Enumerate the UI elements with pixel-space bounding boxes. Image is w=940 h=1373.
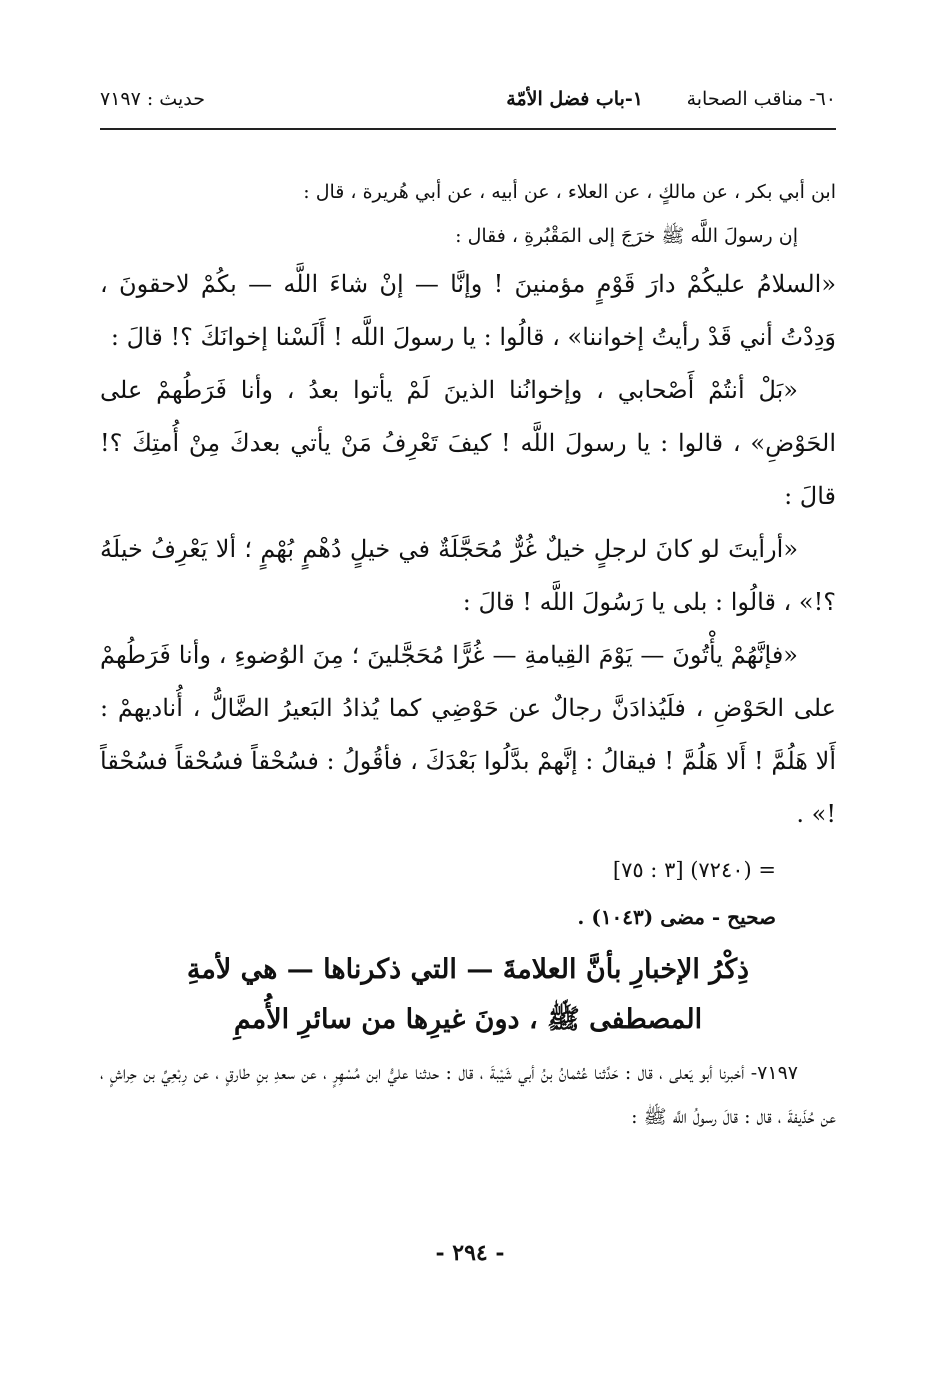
running-header bbox=[100, 88, 836, 120]
header-hadith-ref: حديث : ٧١٩٧ bbox=[100, 88, 205, 110]
header-chapter: ١-باب فضل الأمّة bbox=[506, 88, 643, 110]
header-book-section: ٦٠- مناقب الصحابة bbox=[686, 88, 836, 110]
cross-reference: = (٧٢٤٠) [٣ : ٧٥] bbox=[612, 858, 776, 882]
narration-paragraph: «بَلْ أنتُمْ أَصْحابي ، وإخوانُنا الذينَ لَمْ يأتوا بعدُ ، وأنا فَرَطُهمْ على الحَوْضِ» ، قالوا : يا رسولَ اللَّه ! كيفَ تَعْرِفُ مَنْ يأتي بعدكَ مِنْ أُمتِكَ ؟! قالَ : bbox=[100, 376, 836, 510]
isnad-continuation: ابن أبي بكر ، عن مالكٍ ، عن العلاء ، عن أبيه ، عن أبي هُريرة ، قال : bbox=[303, 181, 836, 203]
narration-paragraph: «فإنَّهُمْ يأْتُونَ — يَوْمَ القِيامةِ — غُرًّا مُحَجَّلينَ ؛ مِنَ الوُضوءِ ، وأنا فَرَطُهمْ على الحَوْضِ ، فلَيُذادَنَّ رجالٌ عن حَوْضِي كما يُذادُ البَعيرُ الضَّالُّ ، أُناديهمْ : أَلا هَلُمَّ ! أَلا هَلُمَّ ! فيقالُ : إنَّهمْ بدَّلُوا بَعْدَكَ ، فأقُولُ : فسُحْقاً فسُحْقاً فسُحْقاً !» . bbox=[100, 641, 836, 828]
header-rule bbox=[100, 128, 836, 130]
chapter-heading-line: المصطفى ﷺ ، دونَ غيرِها من سائرِ الأُممِ bbox=[233, 1004, 703, 1035]
chapter-heading bbox=[100, 945, 836, 1045]
chapter-heading-line: ذِكْرُ الإخبارِ بأنَّ العلامةَ — التي ذكرناها — هي لأمةِ bbox=[186, 954, 750, 985]
main-text bbox=[100, 170, 836, 1139]
authenticity-grade: صحيح - مضى (١٠٤٣) . bbox=[577, 905, 776, 929]
hadith-isnad: ٧١٩٧- أخبرنا أبو يَعلى ، قال : حَدَّثنا عُثمانُ بنُ أبي شَيْبةَ ، قال : حدثنا عليُّ ابن مُسْهِرٍ ، عن سعدِ بنِ طارقٍ ، عن رِبْعِيِّ بن حِراشٍ ، عن حُذَيفةَ ، قال : قالَ رسولُ اللَّه ﷺ : bbox=[100, 1062, 836, 1128]
page-number: - ٢٩٤ - bbox=[435, 1240, 505, 1266]
narration-intro: إن رسولَ اللَّه ﷺ خرَجَ إلى المَقْبُرةِ ، فقال : bbox=[455, 225, 798, 247]
narration-paragraph: «أرأيتَ لو كانَ لرجلٍ خيلٌ غُرٌّ مُحَجَّلَةٌ في خيلٍ دُهْمٍ بُهْمٍ ؛ ألا يَعْرِفُ خيلَهُ ؟!» ، قالُوا : بلى يا رَسُولَ اللَّه ! قالَ : bbox=[100, 535, 836, 616]
narration-paragraph: «السلامُ عليكُمْ دارَ قَوْمٍ مؤمنينَ ! وإنَّا — إنْ شاءَ اللَّه — بكُمْ لاحقونَ ، وَدِدْتُ أني قَدْ رأيتُ إخواننا» ، قالُوا : يا رسولَ اللَّه ! أَلَسْنا إخوانَكَ ؟! قالَ : bbox=[100, 270, 836, 351]
